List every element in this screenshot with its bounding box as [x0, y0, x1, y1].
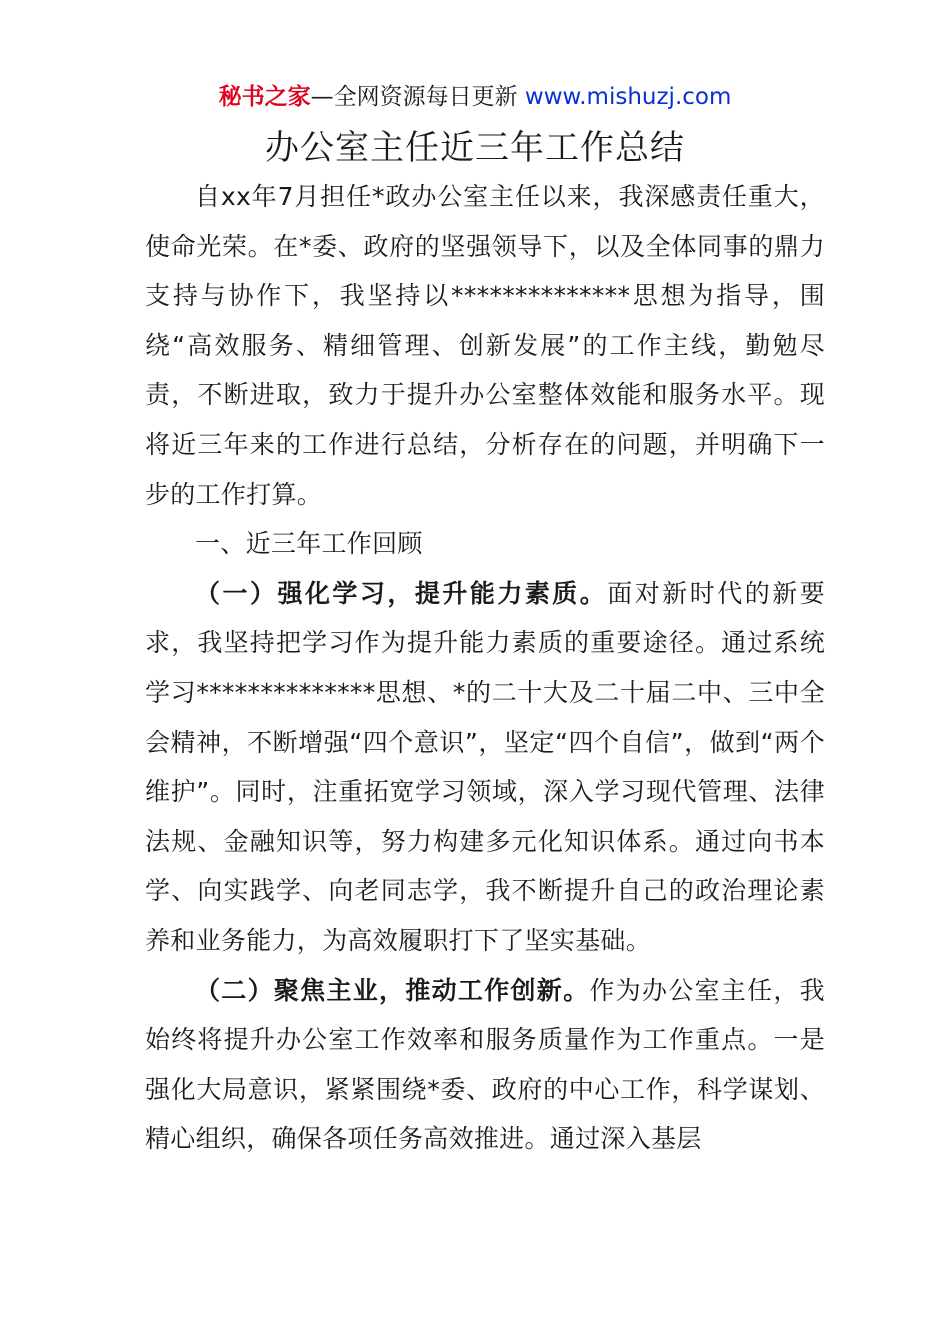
paragraph-2-lead: （二）聚焦主业，推动工作创新。 [195, 975, 590, 1005]
site-banner [0, 80, 950, 114]
intro-paragraph: 自xx年7月担任*政办公室主任以来，我深感责任重大，使命光荣。在*委、政府的坚强领导下，以及全体同事的鼎力支持与协作下，我坚持以**************思想为指导，围绕“高效服务、精细管理、创新发展”的工作主线，勤勉尽责，不断进取，致力于提升办公室整体效能和服务水平。现将近三年来的工作进行总结，分析存在的问题，并明确下一步的工作打算。 [145, 182, 825, 509]
document-title: 办公室主任近三年工作总结 [265, 128, 685, 168]
document-body [145, 172, 825, 1164]
banner-url-link[interactable]: www.mishuzj.com [524, 84, 732, 110]
section-heading: 一、近三年工作回顾 [195, 529, 423, 559]
paragraph-1-lead: （一）强化学习，提升能力素质。 [195, 578, 608, 608]
paragraph-1 [145, 569, 825, 966]
paragraph-1-text: 面对新时代的新要求，我坚持把学习作为提升能力素质的重要途径。通过系统学习**************思想、*的二十大及二十届二中、三中全会精神，不断增强“四个意识”，坚定“四个自信”，做到“两个维护”。同时，注重拓宽学习领域，深入学习现代管理、法律法规、金融知识等，努力构建多元化知识体系。通过向书本学、向实践学、向老同志学，我不断提升自己的政治理论素养和业务能力，为高效履职打下了坚实基础。 [145, 578, 825, 955]
banner-brand: 秘书之家 [218, 84, 311, 110]
paragraph-2 [145, 966, 825, 1164]
paragraph-2-text: 作为办公室主任，我始终将提升办公室工作效率和服务质量作为工作重点。一是强化大局意识，紧紧围绕*委、政府的中心工作，科学谋划、精心组织，确保各项任务高效推进。通过深入基层 [145, 975, 825, 1154]
banner-tagline: —全网资源每日更新 [310, 84, 525, 110]
